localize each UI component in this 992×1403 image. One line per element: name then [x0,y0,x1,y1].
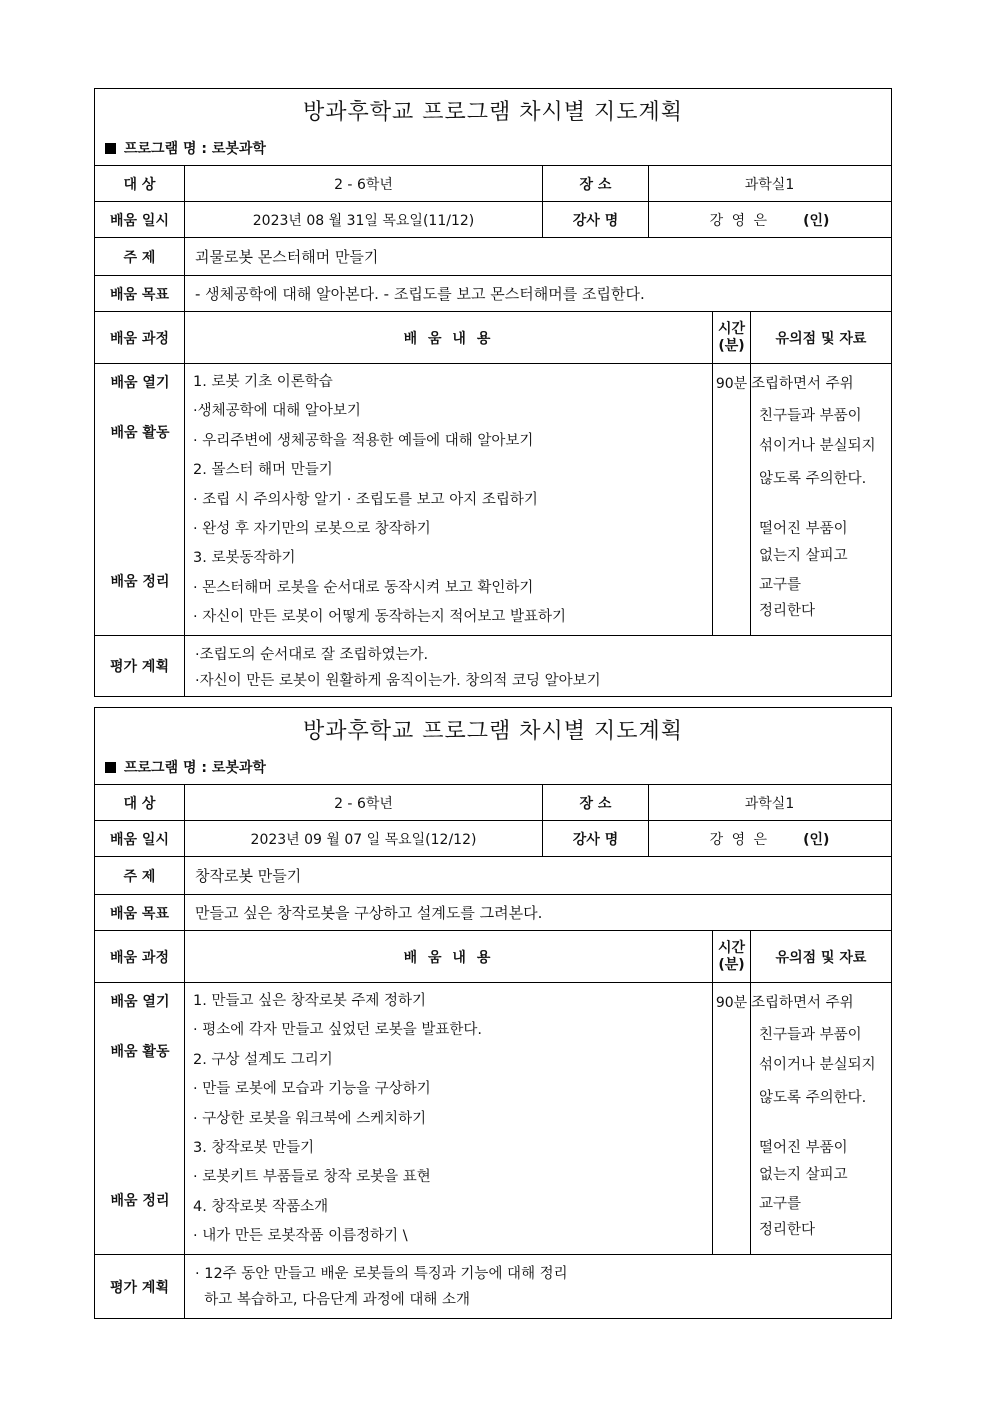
topic-label: 주 제 [95,857,185,894]
content-line: 1. 로봇 기초 이론학습 [193,374,333,390]
square-bullet-icon [105,762,116,773]
content-line: 3. 창작로봇 만들기 [193,1139,315,1156]
goal-label: 배움 목표 [95,276,185,311]
seal-mark: (인) [803,212,830,229]
content-line: ·생체공학에 대해 알아보기 [193,403,361,420]
place-value: 과학실1 [744,176,795,193]
content-line: · 우리주변에 생체공학을 적용한 예들에 대해 알아보기 [193,432,534,449]
content-line: · 평소에 각자 만들고 싶었던 로봇을 발표한다. [193,1022,482,1039]
process-header-row [95,312,891,364]
content-line: 1. 만들고 싶은 창작로봇 주제 정하기 [193,993,426,1009]
content-line: 4. 창작로봇 작품소개 [193,1198,329,1215]
goal-value: - 생체공학에 대해 알아본다. - 조립도를 보고 몬스터해머를 조립한다. [195,285,645,303]
content-line: · 내가 만든 로봇작품 이름정하기 \ [193,1228,408,1245]
date-value: 2023년 08 월 31일 목요일(11/12) [185,202,543,237]
notes-content [751,983,891,1254]
eval-content [185,1255,568,1319]
stage-close-label: 배움 정리 [110,1193,170,1209]
process-body-row [95,364,891,636]
program-name: 프로그램 명 : 로봇과학 [95,750,891,785]
eval-row [95,1255,891,1319]
content-line: 2. 구상 설계도 그리기 [193,1051,333,1068]
content-line: · 만들 로봇에 모습과 기능을 구상하기 [193,1081,431,1098]
note-line: 없는지 살피고 [759,548,848,564]
content-line: · 몬스터해머 로봇을 순서대로 동작시켜 보고 확인하기 [193,579,534,596]
eval-label: 평가 계획 [95,1255,185,1319]
stage-activity-label: 배움 활동 [110,425,170,441]
stage-open-label: 배움 열기 [110,375,170,391]
topic-row [95,238,891,276]
process-stages [95,983,185,1254]
note-line: 교구를 [759,577,802,593]
note-line: 정리한다 [759,1222,816,1238]
content-line: · 로봇키트 부품들로 창작 로봇을 표현 [193,1169,431,1186]
time-value: 90분 [713,983,751,1254]
topic-value: 창작로봇 만들기 [195,867,302,885]
topic-value: 괴물로봇 몬스터해머 만들기 [195,248,379,266]
process-header-row [95,931,891,983]
time-value: 90분 [713,364,751,635]
time-header: 시간 (분) [713,312,751,363]
notes-header: 유의점 및 자료 [775,330,867,347]
eval-row [95,636,891,696]
process-stages [95,364,185,635]
content-line: 2. 몰스터 해머 만들기 [193,462,333,479]
stage-close-label: 배움 정리 [110,574,170,590]
teacher-value: 강 영 은 (인) [649,202,890,237]
lesson-plan-2 [94,707,892,1319]
topic-label: 주 제 [95,238,185,275]
note-line: 않도록 주의한다. [759,1090,867,1106]
content-header: 배 움 내 용 [185,312,713,363]
content-line: 3. 로봇동작하기 [193,550,296,567]
note-line: 조립하면서 주위 [751,995,854,1011]
date-row [95,202,891,238]
plan-title: 방과후학교 프로그램 차시별 지도계획 [302,99,683,125]
square-bullet-icon [105,143,116,154]
target-value: 2 - 6학년 [185,166,543,201]
process-label: 배움 과정 [95,931,185,982]
eval-line: ·자신이 만든 로봇이 원활하게 움직이는가. 창의적 코딩 알아보기 [195,673,601,689]
place-label: 장 소 [543,785,649,820]
lesson-content [185,364,713,635]
process-body-row [95,983,891,1255]
target-label: 대 상 [95,785,185,820]
content-line: · 자신이 만든 로봇이 어떻게 동작하는지 적어보고 발표하기 [193,609,567,626]
note-line: 떨어진 부품이 [759,521,848,537]
goal-row [95,276,891,312]
note-line: 섞이거나 분실되지 [759,1057,876,1073]
target-row [95,785,891,821]
eval-line: ·조립도의 순서대로 잘 조립하였는가. [195,647,429,663]
goal-label: 배움 목표 [95,895,185,930]
note-line: 없는지 살피고 [759,1167,848,1183]
eval-content [185,636,601,696]
lesson-content [185,983,713,1254]
content-line: · 구상한 로봇을 워크북에 스케치하기 [193,1110,427,1127]
lesson-plan-1 [94,88,892,697]
date-label: 배움 일시 [95,202,185,237]
target-row [95,166,891,202]
target-label: 대 상 [95,166,185,201]
notes-content [751,364,891,635]
note-line: 섞이거나 분실되지 [759,438,876,454]
date-row [95,821,891,857]
eval-line: 하고 복습하고, 다음단계 과정에 대해 소개 [195,1292,470,1308]
content-header: 배 움 내 용 [185,931,713,982]
plan-title: 방과후학교 프로그램 차시별 지도계획 [302,718,683,744]
program-name: 프로그램 명 : 로봇과학 [95,131,891,166]
seal-mark: (인) [803,831,830,848]
note-line: 교구를 [759,1196,802,1212]
date-value: 2023년 09 월 07 일 목요일(12/12) [185,821,543,856]
teacher-label: 강사 명 [543,821,649,856]
note-line: 정리한다 [759,603,816,619]
note-line: 떨어진 부품이 [759,1140,848,1156]
time-header: 시간 (분) [713,931,751,982]
target-value: 2 - 6학년 [185,785,543,820]
process-label: 배움 과정 [95,312,185,363]
place-value: 과학실1 [744,795,795,812]
note-line: 조립하면서 주위 [751,376,854,392]
topic-row [95,857,891,895]
note-line: 친구들과 부품이 [759,1027,862,1043]
goal-row [95,895,891,931]
teacher-value: 강 영 은 (인) [649,821,890,856]
place-label: 장 소 [543,166,649,201]
eval-label: 평가 계획 [95,636,185,696]
date-label: 배움 일시 [95,821,185,856]
stage-activity-label: 배움 활동 [110,1044,170,1060]
teacher-label: 강사 명 [543,202,649,237]
content-line: · 조립 시 주의사항 알기 · 조립도를 보고 아지 조립하기 [193,491,538,508]
eval-line: · 12주 동안 만들고 배운 로봇들의 특징과 기능에 대해 정리 [195,1266,568,1282]
stage-open-label: 배움 열기 [110,994,170,1010]
content-line: · 완성 후 자기만의 로봇으로 창작하기 [193,520,431,537]
notes-header: 유의점 및 자료 [775,949,867,966]
note-line: 않도록 주의한다. [759,471,867,487]
goal-value: 만들고 싶은 창작로봇을 구상하고 설계도를 그려본다. [195,904,543,922]
note-line: 친구들과 부품이 [759,408,862,424]
